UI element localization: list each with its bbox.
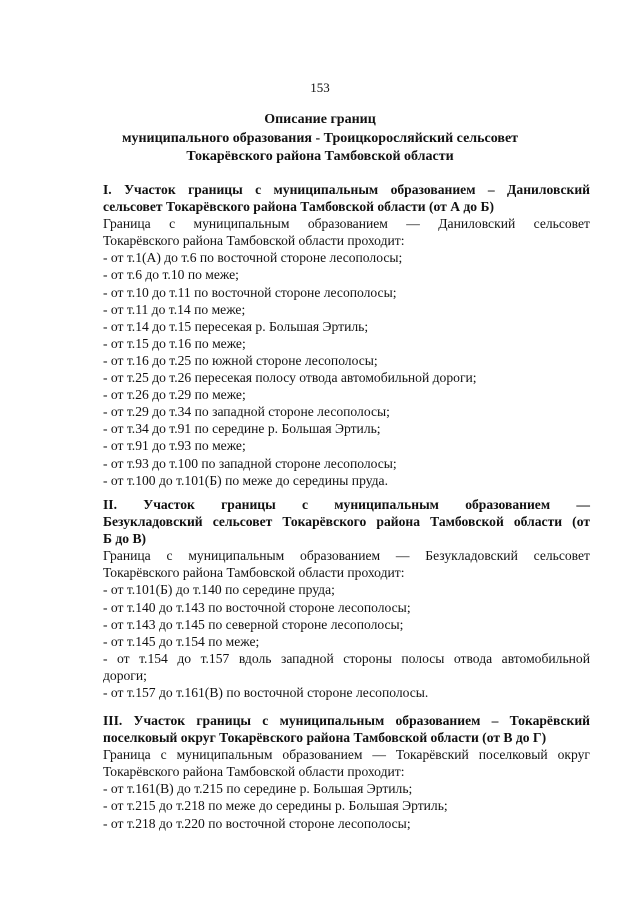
heading-word: границы (221, 497, 276, 512)
title-line-2: муниципального образования - Троицкоросляйский сельсовет (121, 130, 519, 146)
list-item: - от т.157 до т.161(В) по восточной стороне лесополосы. (103, 685, 429, 701)
section-2-intro-line-1: Граница с муниципальным образованием — Безукладовский сельсовет (103, 548, 590, 564)
list-item: - от т.91 до т.93 по меже; (103, 438, 246, 454)
title-line-1: Описание границ (264, 112, 376, 127)
list-item: - от т.14 до т.15 пересекая р. Большая Эртиль; (103, 318, 369, 334)
list-item: - от т.29 до т.34 по западной стороне лесополосы; (103, 404, 390, 420)
heading-word: образованием (465, 497, 551, 512)
section-2-heading-line-3: Б до В) (103, 531, 147, 547)
list-item: - от т.34 до т.91 по середине р. Большая Эртиль; (103, 421, 381, 437)
section-3-intro-line-1: Граница с муниципальным образованием — Токарёвский поселковый округ (103, 747, 590, 763)
list-item: - от т.100 до т.101(Б) по меже до середины пруда. (103, 472, 388, 488)
list-item: - от т.145 до т.154 по меже; (103, 633, 260, 649)
title-line-3: Токарёвского района Тамбовской области (186, 149, 454, 164)
list-item: - от т.140 до т.143 по восточной стороне лесополосы; (103, 599, 411, 615)
section-1-intro-line-2: Токарёвского района Тамбовской области проходит: (103, 233, 405, 249)
heading-word: — (576, 497, 590, 512)
section-3-heading-line-1: III. Участок границы с муниципальным образованием – Токарёвский (103, 713, 590, 728)
list-item: - от т.26 до т.29 по меже; (103, 387, 246, 403)
list-item: - от т.93 до т.100 по западной стороне лесополосы; (103, 455, 397, 471)
section-3 (103, 712, 590, 832)
section-2-heading-line-1 (103, 496, 590, 513)
list-item: - от т.10 до т.11 по восточной стороне лесополосы; (103, 284, 397, 300)
list-item: - от т.161(В) до т.215 по середине р. Большая Эртиль; (103, 781, 413, 797)
section-1 (103, 181, 590, 489)
list-item: - от т.218 до т.220 по восточной стороне лесополосы; (103, 815, 411, 831)
section-2-number: II. (103, 497, 117, 512)
document-title (0, 111, 640, 167)
section-1-heading-line-2: сельсовет Токарёвского района Тамбовской области (от А до Б) (103, 199, 495, 215)
section-2 (103, 496, 590, 701)
list-item: - от т.25 до т.26 пересекая полосу отвода автомобильной дороги; (103, 370, 477, 386)
list-item-long-line-2: дороги; (103, 667, 147, 683)
heading-word: с (301, 497, 309, 512)
list-item-long-line-1: - от т.154 до т.157 вдоль западной стороны полосы отвода автомобильной (103, 650, 590, 666)
section-3-heading-line-2: поселковый округ Токарёвского района Тамбовской области (от В до Г) (103, 730, 547, 746)
list-item: - от т.11 до т.14 по меже; (103, 301, 246, 317)
section-3-intro-line-2: Токарёвского района Тамбовской области проходит: (103, 764, 405, 780)
section-1-heading-line-1: I. Участок границы с муниципальным образованием – Даниловский (103, 182, 590, 197)
list-item: - от т.15 до т.16 по меже; (103, 335, 246, 351)
section-2-intro-line-2: Токарёвского района Тамбовской области проходит: (103, 565, 405, 581)
list-item: - от т.101(Б) до т.140 по середине пруда; (103, 582, 335, 598)
list-item: - от т.143 до т.145 по северной стороне лесополосы; (103, 616, 404, 632)
list-item: - от т.215 до т.218 по меже до середины р. Большая Эртиль; (103, 798, 448, 814)
heading-word: муниципальным (334, 497, 439, 512)
section-1-intro-line-1: Граница с муниципальным образованием — Даниловский сельсовет (103, 216, 590, 232)
section-2-heading-line-2: Безукладовский сельсовет Токарёвского района Тамбовской области (от (103, 514, 590, 530)
list-item: - от т.1(А) до т.6 по восточной стороне лесополосы; (103, 250, 403, 266)
list-item: - от т.16 до т.25 по южной стороне лесополосы; (103, 352, 378, 368)
heading-word: Участок (143, 497, 195, 512)
list-item: - от т.6 до т.10 по меже; (103, 267, 239, 283)
page-number: 153 (310, 80, 330, 95)
